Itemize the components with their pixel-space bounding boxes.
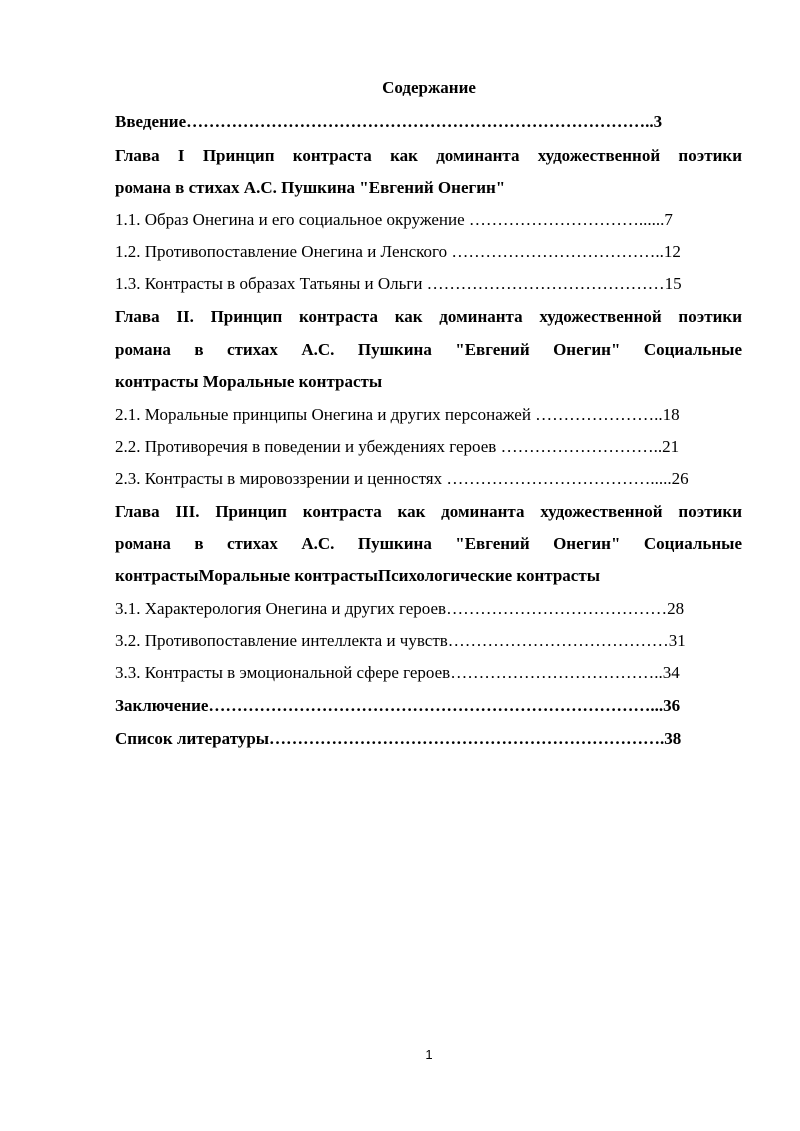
toc-chapter-2-line-2: романа в стихах А.С. Пушкина "Евгений Онегин" Социальные (115, 340, 742, 359)
toc-entry-1-2: 1.2. Противопоставление Онегина и Ленского ………………………………..12 (115, 242, 681, 261)
toc-chapter-1-line-2: романа в стихах А.С. Пушкина "Евгений Онегин" (115, 178, 506, 197)
toc-chapter-3-line-2: романа в стихах А.С. Пушкина "Евгений Онегин" Социальные (115, 534, 742, 553)
toc-entry-1-3: 1.3. Контрасты в образах Татьяны и Ольги ……………………………………15 (115, 274, 682, 293)
toc-entry-intro: Введение………………………………………………………………………..3 (115, 112, 663, 131)
toc-entry-3-2: 3.2. Противопоставление интеллекта и чувств…………………………………31 (115, 631, 686, 650)
page-number: 1 (425, 1047, 433, 1062)
toc-entry-3-1: 3.1. Характерология Онегина и других героев…………………………………28 (115, 599, 685, 618)
toc-entry-2-2: 2.2. Противоречия в поведении и убеждениях героев ………………………..21 (115, 437, 680, 456)
toc-chapter-2-line-1: Глава II. Принцип контраста как доминанта художественной поэтики (115, 307, 742, 326)
toc-entry-2-3: 2.3. Контрасты в мировоззрении и ценностях ……………………………….....26 (115, 469, 689, 488)
toc-chapter-3-line-1: Глава III. Принцип контраста как доминанта художественной поэтики (115, 502, 742, 521)
toc-entry-1-1: 1.1. Образ Онегина и его социальное окружение …………………………......7 (115, 210, 673, 229)
toc-entry-references: Список литературы…………………………………………………………….38 (115, 729, 682, 748)
toc-chapter-2-line-3: контрасты Моральные контрасты (115, 372, 383, 391)
toc-title: Содержание (382, 78, 476, 97)
toc-entry-conclusion: Заключение……………………………………………………………………...36 (115, 696, 681, 715)
toc-chapter-1-line-1: Глава I Принцип контраста как доминанта художественной поэтики (115, 146, 742, 165)
toc-entry-2-1: 2.1. Моральные принципы Онегина и других персонажей …………………..18 (115, 405, 680, 424)
toc-chapter-3-line-3: контрастыМоральные контрастыПсихологические контрасты (115, 566, 600, 585)
toc-entry-3-3: 3.3. Контрасты в эмоциональной сфере героев………………………………..34 (115, 663, 680, 682)
